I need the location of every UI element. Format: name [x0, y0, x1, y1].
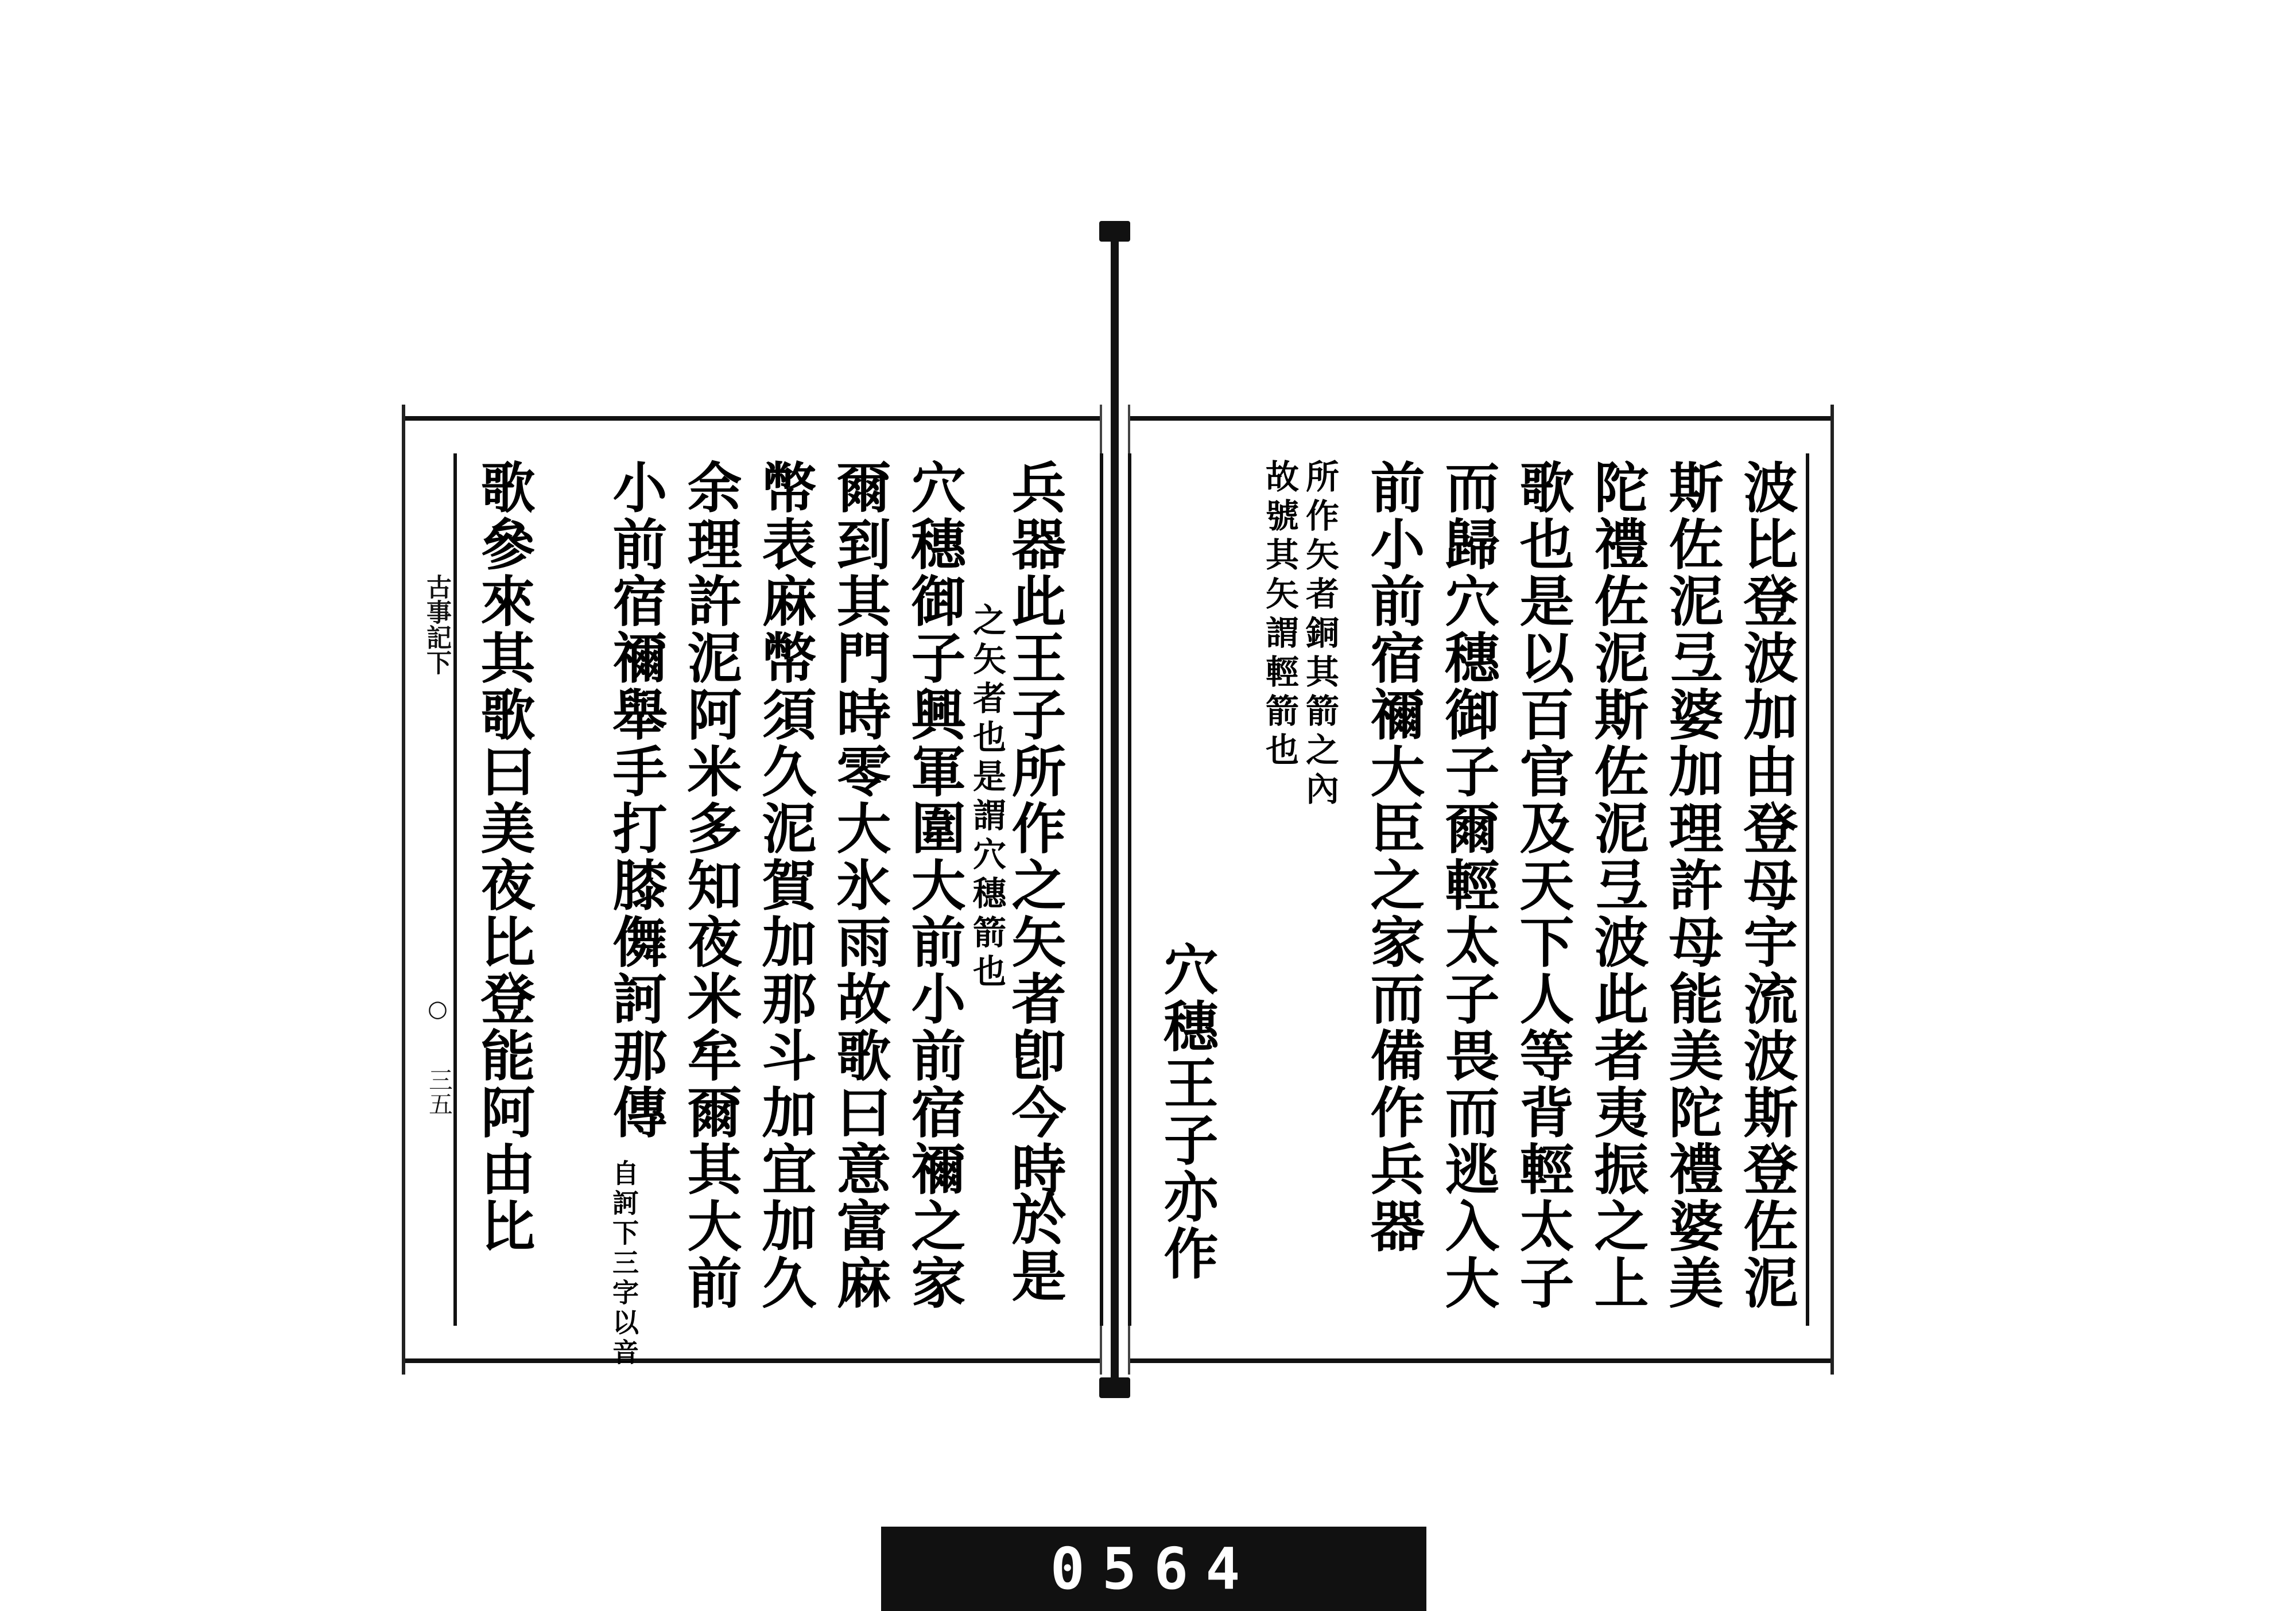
rod-bottom-cap [1099, 1377, 1130, 1398]
left-column-2: 之矢者也是謂穴穗箭也 [967, 603, 1006, 993]
right-column-8: 故號其矢謂輕箭也 [1260, 459, 1299, 771]
left-column-6: 幣表麻幣須久泥賀加那斗加宜加久 [753, 459, 817, 1311]
left-column-4: 穴穗御子興軍圍大前小前宿禰之家 [902, 459, 966, 1311]
right-column-5: 而歸穴穗御子爾輕太子畏而逃入大 [1436, 459, 1500, 1311]
right-column-1: 波比登波加由登母宇流波斯登佐泥 [1735, 459, 1798, 1311]
left-column-3: 於是 [1003, 1191, 1066, 1305]
left-column-5: 爾到其門時零大氷雨故歌曰意富麻 [828, 459, 891, 1311]
margin-dot: ○ [428, 996, 448, 1022]
right-column-9: 穴穗王子亦作 [1155, 941, 1219, 1282]
left-column-8-note: 自訶下三字以音 [608, 1159, 639, 1368]
right-column-3: 陀禮佐泥斯佐泥弖波此者夷振之上 [1585, 459, 1649, 1311]
right-column-7: 所作矢者銅其箭之內 [1300, 459, 1339, 810]
right-column-2: 斯佐泥弖婆加理許母能美陀禮婆美 [1660, 459, 1724, 1311]
left-column-7: 余理許泥阿米多知夜米牟爾其大前 [678, 459, 742, 1311]
left-column-8: 小前宿禰舉手打膝儛訶那傳 [604, 459, 668, 1141]
left-column-1: 兵器此王子所作之矢者卽今時 [1003, 459, 1066, 1198]
binding-rod [1111, 221, 1119, 1398]
archive-stamp: 0564 [881, 1527, 1426, 1611]
page-number: 三五 [425, 1067, 453, 1116]
left-column-9: 歌參來其歌曰美夜比登能阿由比 [472, 459, 536, 1255]
right-column-4: 歌也是以百官及天下人等背輕太子 [1511, 459, 1574, 1311]
rod-top-cap [1099, 221, 1130, 242]
right-column-6: 前小前宿禰大臣之家而備作兵器 [1362, 459, 1425, 1255]
book-title-margin: 古事記下 [422, 574, 451, 675]
